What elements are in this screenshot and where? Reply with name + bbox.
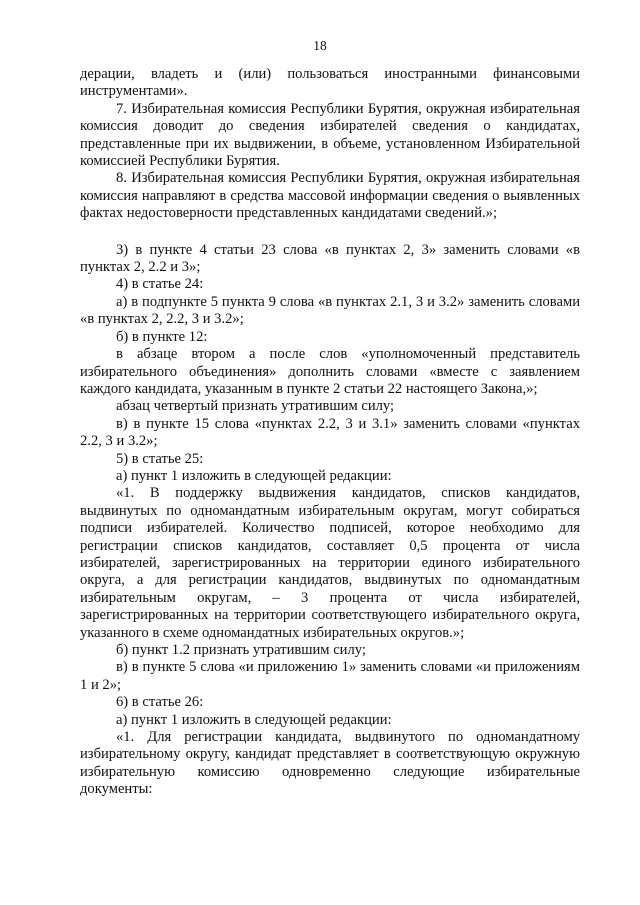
paragraph: «1. В поддержку выдвижения кандидатов, списков кандидатов, выдвинутых по одномандатным избирательным округам, могут собираться подписи избирателей. Количество подписей, которое необходимо для регистрации списков кандидатов, составляет 0,5 процента от числа избирателей, зарегистрированных на территории единого избирательного округа, а для регистрации кандидатов, выдвинутых по одномандатным избирательным округам, – 3 процента от числа избирателей, зарегистрированных на территории соответствующего избирательного округа, указанного в схеме одномандатных избирательных округов.»; <box>80 485 580 641</box>
paragraph: а) в подпункте 5 пункта 9 слова «в пунктах 2.1, 3 и 3.2» заменить словами «в пунктах 2, 2.2, 3 и 3.2»; <box>80 293 580 328</box>
document-body <box>80 66 580 799</box>
page-number: 18 <box>313 38 327 53</box>
paragraph: б) в пункте 12: <box>116 328 208 345</box>
paragraph: 7. Избирательная комиссия Республики Бурятия, окружная избирательная комиссия доводит до сведения избирателей сведения о кандидатах, представленные при их выдвижении, в объеме, установленном Избирательной комиссией Республики Бурятия. <box>80 100 580 170</box>
paragraph: в) в пункте 15 слова «пунктах 2.2, 3 и 3.1» заменить словами «пунктах 2.2, 3 и 3.2»; <box>80 415 580 450</box>
paragraph: дерации, владеть и (или) пользоваться иностранными финансовыми инструментами». <box>80 66 580 100</box>
paragraph: а) пункт 1 изложить в следующей редакции: <box>116 711 392 728</box>
paragraph: б) пункт 1.2 признать утратившим силу; <box>116 642 366 658</box>
paragraph-gap <box>80 223 580 242</box>
paragraph: в) в пункте 5 слова «и приложению 1» заменить словами «и приложениям 1 и 2»; <box>80 659 580 693</box>
paragraph: 4) в статье 24: <box>116 276 204 293</box>
paragraph: 8. Избирательная комиссия Республики Бурятия, окружная избирательная комиссия направляют в средства массовой информации сведения о выявленных фактах недостоверности представленных кандидатами сведений.»; <box>80 170 580 222</box>
paragraph: 3) в пункте 4 статьи 23 слова «в пунктах 2, 3» заменить словами «в пунктах 2, 2.2 и 3»; <box>80 241 580 276</box>
paragraph: 5) в статье 25: <box>116 450 204 467</box>
paragraph: абзац четвертый признать утратившим силу; <box>116 398 395 415</box>
paragraph: а) пункт 1 изложить в следующей редакции: <box>116 467 392 484</box>
paragraph: «1. Для регистрации кандидата, выдвинутого по одномандатному избирательному округу, кандидат представляет в соответствующую окружную избирательную комиссию одновременно следующие избирательные документы: <box>80 729 580 798</box>
paragraph: 6) в статье 26: <box>116 694 204 711</box>
paragraph: в абзаце втором а после слов «уполномоченный представитель избирательного объединения» дополнить словами «вместе с заявлением каждого кандидата, указанным в пункте 2 статьи 22 настоящего Закона,»; <box>80 346 580 397</box>
